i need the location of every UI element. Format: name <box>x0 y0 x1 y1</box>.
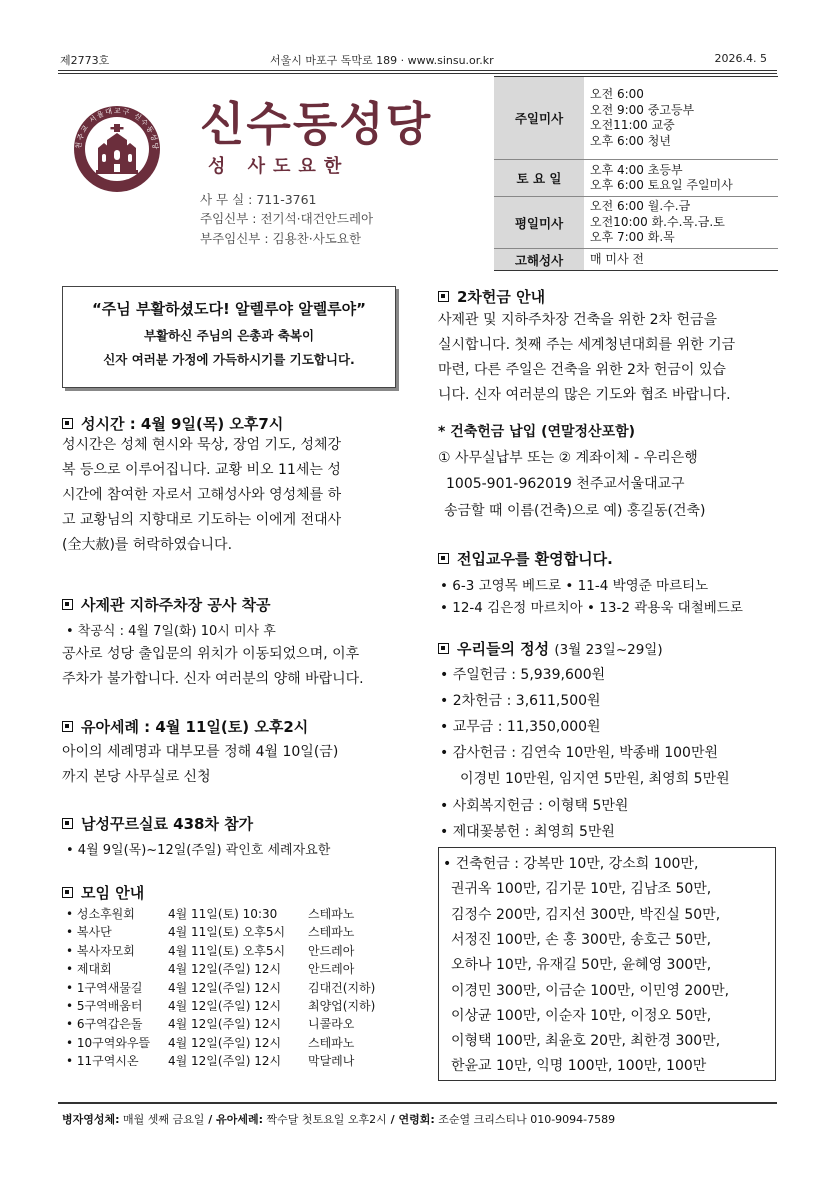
meeting-place: 안드레아 <box>308 962 355 977</box>
meeting-time: 4월 11일(토) 10:30 <box>168 907 278 921</box>
meeting-time: 4월 11일(토) 오후5시 <box>168 925 286 940</box>
section-bullet-icon <box>438 643 449 654</box>
meeting-group: • 제대회 <box>66 962 112 977</box>
welcome-row: • 12-4 김은정 마르치아 • 13-2 곽용욱 대철베드로 <box>440 600 743 616</box>
meeting-place: 막달레나 <box>308 1054 355 1069</box>
mass-time: 오후 6:00 청년 <box>590 133 671 148</box>
section-bullet-icon <box>62 818 73 829</box>
meeting-place: 안드레아 <box>308 943 355 958</box>
meeting-place: 스테파노 <box>308 907 355 921</box>
offering-item: • 주일헌금 : 5,939,600원 <box>440 667 606 683</box>
mass-row-sunday <box>494 77 778 160</box>
donor-line: • 건축헌금 : 강복만 10만, 강소희 100만, <box>443 856 699 872</box>
donor-line: 한윤교 10만, 익명 100만, 100만, 100만 <box>451 1058 707 1075</box>
meeting-row <box>66 923 375 941</box>
welcome-title: 전입교우를 환영합니다. <box>457 550 613 568</box>
meeting-group: • 10구역와우뜰 <box>66 1035 151 1050</box>
donor-line: 권귀옥 100만, 김기문 10만, 김남조 50만, <box>451 881 712 898</box>
construction-text: 공사로 성당 출입문의 위치가 이동되었으며, 이후 <box>62 646 360 662</box>
construction-title: 사제관 지하주차장 공사 착공 <box>81 596 271 614</box>
meeting-group: • 1구역새물길 <box>66 980 143 995</box>
text-line: 니다. 신자 여러분의 많은 기도와 협조 바랍니다. <box>438 387 731 403</box>
meeting-row <box>66 1034 375 1052</box>
footer-label: 유아세례: <box>216 1113 263 1126</box>
meeting-row <box>66 960 375 978</box>
meeting-place: 김대건(지하) <box>308 980 376 995</box>
easter-greeting-line: 신자 여러분 가정에 가득하시기를 기도합니다. <box>103 352 355 367</box>
top-divider-second <box>58 73 777 74</box>
meeting-place: 스테파노 <box>308 925 355 940</box>
text-line: 고 교황님의 지향대로 기도하는 이에게 전대사 <box>62 512 342 528</box>
footer-info <box>62 1111 615 1127</box>
meeting-time: 4월 12일(주일) 12시 <box>168 1017 282 1032</box>
mass-time: 오후 6:00 토요일 주일미사 <box>590 178 733 192</box>
text-line: 실시합니다. 첫째 주는 세계청년대회를 위한 기금 <box>438 337 736 353</box>
easter-greeting-headline: “주님 부활하셨도다! 알렐루야 알렐루야” <box>91 300 367 318</box>
construction-heading <box>62 594 271 615</box>
meeting-group: • 6구역갑은돌 <box>66 1017 143 1032</box>
meeting-group: • 11구역시온 <box>66 1054 139 1069</box>
footer-separator: / <box>204 1113 217 1126</box>
holy-hour-title: 성시간 : 4월 9일(목) 오후7시 <box>81 415 284 433</box>
text-line: 성시간은 성체 현시와 묵상, 장엄 기도, 성체강 <box>62 437 342 453</box>
mass-time: 오후 7:00 화.목 <box>590 230 675 245</box>
donor-line: 이상균 100만, 이순자 10만, 이정오 50만, <box>451 1007 712 1024</box>
meeting-time: 4월 11일(토) 오후5시 <box>168 943 286 958</box>
text-line: 시간에 참여한 자로서 고해성사와 영성체를 하 <box>62 487 342 503</box>
mass-row-weekday <box>494 197 778 249</box>
meeting-group: • 성소후원회 <box>66 907 135 921</box>
mass-label: 토 요 일 <box>494 160 584 197</box>
donor-line: 오하나 10만, 유재길 50만, 윤혜영 300만, <box>451 957 712 974</box>
mass-time: 오전 6:00 <box>590 87 644 101</box>
mass-time: 오전 9:00 중고등부 <box>590 102 695 117</box>
meeting-row <box>66 1052 375 1070</box>
infant-baptism-heading <box>62 716 308 737</box>
cursillo-heading <box>62 813 253 834</box>
parish-title: 신수동성당 <box>200 97 433 151</box>
mass-schedule-table <box>494 76 778 271</box>
construction-text: 주차가 불가합니다. 신자 여러분의 양해 바랍니다. <box>62 671 364 687</box>
office-phone: 사 무 실 : 711-3761 <box>200 192 317 207</box>
footer-divider <box>58 1102 777 1104</box>
offerings-heading <box>438 638 663 659</box>
mass-time: 오후 4:00 초등부 <box>590 162 683 177</box>
footer-value: 짝수달 첫토요일 오후2시 <box>263 1113 387 1126</box>
section-bullet-icon <box>62 721 73 732</box>
meeting-time: 4월 12일(주일) 12시 <box>168 962 282 977</box>
donor-line: 이경민 300만, 이금순 100만, 이민영 200만, <box>451 982 730 999</box>
offering-item: • 2차헌금 : 3,611,500원 <box>440 693 601 709</box>
transfer-note: 송금할 때 이름(건축)으로 예) 홍길동(건축) <box>444 503 706 519</box>
offering-item: • 교무금 : 11,350,000원 <box>440 719 601 735</box>
offerings-title: 우리들의 정성 <box>457 640 550 658</box>
meeting-row <box>66 1015 375 1033</box>
meeting-place: 최양업(지하) <box>308 999 376 1014</box>
text-line: (全大赦)를 허락하였습니다. <box>62 537 233 553</box>
easter-greeting-box <box>62 286 396 388</box>
meeting-row <box>66 979 375 997</box>
bank-account: 1005-901-962019 천주교서울대교구 <box>446 476 685 492</box>
meetings-title: 모임 안내 <box>81 884 145 902</box>
building-fund-donors-box <box>438 847 776 1081</box>
meeting-row <box>66 905 375 923</box>
mass-time: 오전 6:00 월.수.금 <box>590 199 691 214</box>
offering-item: • 제대꽃봉헌 : 최영희 5만원 <box>440 824 615 840</box>
patron-saint: 성 사도요한 <box>208 156 350 177</box>
meeting-row <box>66 997 375 1015</box>
assistant-pastor-name: 부주임신부 : 김용찬·사도요한 <box>200 231 362 246</box>
mass-label: 고해성사 <box>494 249 584 271</box>
footer-separator: / <box>386 1113 399 1126</box>
second-collection-heading <box>438 286 545 307</box>
seal-ring-text: 천주교 서울대교구 신수동성당 <box>74 106 160 152</box>
footer-value: 매월 셋째 금요일 <box>119 1113 205 1126</box>
meeting-group: • 복사자모회 <box>66 943 135 958</box>
top-divider <box>58 70 777 71</box>
footer-value: 조순열 크리스티나 010-9094-7589 <box>434 1113 616 1126</box>
section-bullet-icon <box>438 553 449 564</box>
footer-label: 연령회: <box>398 1113 435 1126</box>
mass-label: 평일미사 <box>494 197 584 249</box>
payment-method: ① 사무실납부 또는 ② 계좌이체 - 우리은행 <box>438 450 698 466</box>
mass-row-confession <box>494 249 778 271</box>
easter-greeting-line: 부활하신 주님의 은총과 축복이 <box>143 328 315 343</box>
second-collection-title: 2차헌금 안내 <box>457 288 546 306</box>
offering-item: • 감사헌금 : 김연숙 10만원, 박종배 100만원 <box>440 745 718 761</box>
section-bullet-icon <box>62 418 73 429</box>
issue-number: 제2773호 <box>60 54 110 67</box>
text-line: 마련, 다른 주일은 건축을 위한 2차 헌금이 있습 <box>438 362 726 378</box>
offering-item: 이경빈 10만원, 임지연 5만원, 최영희 5만원 <box>460 771 730 787</box>
mass-time: 매 미사 전 <box>590 251 644 266</box>
text-line: 복 등으로 이루어집니다. 교황 비오 11세는 성 <box>62 462 341 478</box>
meeting-place: 스테파노 <box>308 1035 355 1050</box>
donor-line: 이형택 100만, 최윤호 20만, 최한경 300만, <box>451 1033 721 1050</box>
welcome-heading <box>438 548 613 569</box>
pastor-name: 주임신부 : 전기석·대건안드레아 <box>200 211 374 226</box>
donor-line: 서정진 100만, 손 홍 300만, 송호근 50만, <box>451 931 712 948</box>
offerings-period: (3월 23일~29일) <box>554 642 663 658</box>
infant-baptism-title: 유아세례 : 4월 11일(토) 오후2시 <box>81 718 309 736</box>
mass-row-saturday <box>494 160 778 197</box>
meetings-list <box>66 905 375 1071</box>
meeting-time: 4월 12일(주일) 12시 <box>168 1054 282 1069</box>
footer-label: 병자영성체: <box>62 1113 120 1126</box>
meeting-time: 4월 12일(주일) 12시 <box>168 980 282 995</box>
parish-address: 서울시 마포구 독막로 189 · www.sinsu.or.kr <box>270 54 494 67</box>
meeting-group: • 5구역배움터 <box>66 999 143 1014</box>
meetings-heading <box>62 882 144 903</box>
mass-time: 오전11:00 교중 <box>590 118 675 132</box>
mass-time: 오전10:00 화.수.목.금.토 <box>590 214 725 229</box>
offering-item: • 사회복지헌금 : 이형택 5만원 <box>440 798 629 814</box>
meeting-time: 4월 12일(주일) 12시 <box>168 1035 282 1050</box>
text-line: 사제관 및 지하주차장 건축을 위한 2차 헌금을 <box>438 312 718 328</box>
donor-line: 김정수 200만, 김지선 300만, 박진실 50만, <box>451 906 721 923</box>
infant-baptism-text: 아이의 세례명과 대부모를 정해 4월 10일(금) <box>62 744 339 760</box>
section-bullet-icon <box>438 291 449 302</box>
holy-hour-text <box>62 433 402 558</box>
meeting-time: 4월 12일(주일) 12시 <box>168 999 282 1014</box>
issue-date: 2026.4. 5 <box>714 52 767 65</box>
building-fund-subtitle: * 건축헌금 납입 (연말정산포함) <box>438 424 636 440</box>
meeting-group: • 복사단 <box>66 925 112 940</box>
cursillo-text: • 4월 9일(목)~12일(주일) 곽인호 세례자요한 <box>66 843 331 858</box>
welcome-row: • 6-3 고영목 베드로 • 11-4 박영준 마르티노 <box>440 578 709 594</box>
mass-label: 주일미사 <box>494 77 584 160</box>
holy-hour-heading <box>62 413 283 434</box>
parish-seal-logo <box>74 106 160 192</box>
meeting-row <box>66 942 375 960</box>
cursillo-title: 남성꾸르실료 438차 참가 <box>81 815 254 833</box>
second-collection-text <box>438 308 776 408</box>
section-bullet-icon <box>62 887 73 898</box>
meeting-place: 니콜라오 <box>308 1017 355 1032</box>
construction-ceremony: • 착공식 : 4월 7일(화) 10시 미사 후 <box>66 624 276 639</box>
section-bullet-icon <box>62 599 73 610</box>
infant-baptism-text: 까지 본당 사무실로 신청 <box>62 769 211 785</box>
